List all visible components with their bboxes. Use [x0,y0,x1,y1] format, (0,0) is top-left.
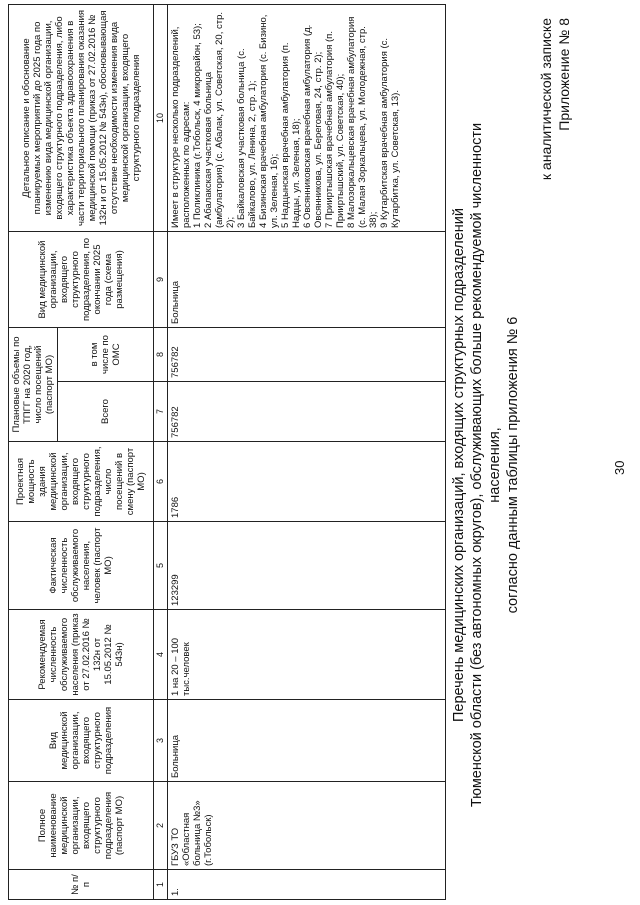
cell-org-name: ГБУЗ ТО «Областная больница №3» (г.Тобольск) [168,782,446,870]
cell-number: 1. [168,870,446,900]
cell-oms: 756782 [168,327,446,381]
header-cell-type-2025: Вид медицинской организации, входящего структурного подразделения, по окончании 2025 года (схема размещения) [9,231,154,327]
cell-capacity: 1786 [168,442,446,522]
registry-table [8,4,446,900]
header-cell-org-type: Вид медицинской организации, входящего структурного подразделения [9,700,154,782]
column-number: 7 [154,382,168,442]
header-cell-oms: в том числе по ОМС [58,327,154,381]
appendix-title: Приложение № 8 [556,18,572,131]
cell-recommended: 1 на 20 – 100 тыс.человек [168,610,446,700]
description-item: 3 Байкаловская участковая больница (с. Байкалово, ул. Ленина, 2, стр. 1); [236,48,258,228]
header-cell-number: № п/п [9,870,154,900]
column-number: 4 [154,610,168,700]
header-cell-capacity: Проектная мощность здания медицинской организации, входящего структурного подразделения, число посещений в смену (паспорт МО) [9,442,154,522]
document-title-line: Тюменской области (без автономных округов), обслуживающих больше рекомендуемой численности населения, [469,122,503,808]
document-title-line: Перечень медицинских организаций, входящих структурных подразделений [451,207,467,723]
header-cell-recommended: Рекомендуемая численность обслуживаемого населения (приказ от 27.02.2016 № 132н от 15.05.2012 № 543н) [9,610,154,700]
appendix-subtitle: к аналитической записке [538,18,554,181]
cell-total: 756782 [168,382,446,442]
header-cell-total: Всего [58,382,154,442]
table-row [168,4,446,899]
header-cell-description: Детальное описание и обоснование планируемых мероприятий до 2025 года по изменению вида медицинской организации, входящего структурного подразделения, либо характеристика объекта здравоохранения в части территориального планирования оказания медицинской помощи (приказ от 27.02.2016 № 132н и от 15.05.2012 № 543н), обосновывающая отсутствие необходимости изменения вида медицинской организации, входящего структурного подразделения [9,4,154,231]
header-cell-actual: Фактическая численность обслуживаемого населения, человек (паспорт МО) [9,522,154,610]
description-item: 8 Малозоркальцевская врачебная амбулатория (с. Малая Зоркальцева, ул. Молодежная, стр. 38); [346,16,379,228]
header-cell-org-name: Полное наименование медицинской организации, входящего структурного подразделения (паспорт МО) [9,782,154,870]
cell-actual: 123299 [168,522,446,610]
table-header-row [9,4,58,899]
cell-org-type: Больница [168,700,446,782]
document-title [450,115,522,815]
description-intro: Имеет в структуре несколько подразделений, расположенных по адресам: [170,26,192,228]
description-item: 2 Абалакская участковая больница (амбулатория) (с. Абалак, ул. Советская, 20, стр. 2); [203,12,236,228]
column-number: 8 [154,327,168,381]
column-number: 6 [154,442,168,522]
column-number: 3 [154,700,168,782]
description-item: 1 Поликлиника (г.Тобольск, 4 микрорайон, 53); [192,23,203,228]
description-item: 6 Овсянниковская врачебная амбулатория (д. Овсянникова, ул. Береговая, 24, стр. 2); [302,24,324,228]
column-number: 2 [154,782,168,870]
header-cell-planned-volumes: Плановые объемы по ТПГГ на 2020 год, число посещений (паспорт МО) [9,327,58,441]
cell-description [168,4,446,231]
table-numbering-row [154,4,168,899]
cell-type-2025: Больница [168,231,446,327]
description-item: 7 Прииртышская врачебная амбулатория (п. Прииртышский, ул. Советская, 40); [324,31,346,228]
column-number: 10 [154,4,168,231]
description-item: 4 Бизинская врачебная амбулатория (с. Бизино, ул. Зеленая, 16); [258,14,280,228]
document-title-line: согласно данным таблицы приложения № 6 [505,316,521,614]
column-number: 5 [154,522,168,610]
description-item: 9 Кутарбитская врачебная амбулатория (с. Кутарбитка, ул. Советская, 13). [379,37,401,228]
column-number: 9 [154,231,168,327]
column-number: 1 [154,870,168,900]
page-number: 30 [612,460,627,475]
description-item: 5 Надцынская врачебная амбулатория (п. Надцы, ул. Зеленая, 18); [280,42,302,228]
